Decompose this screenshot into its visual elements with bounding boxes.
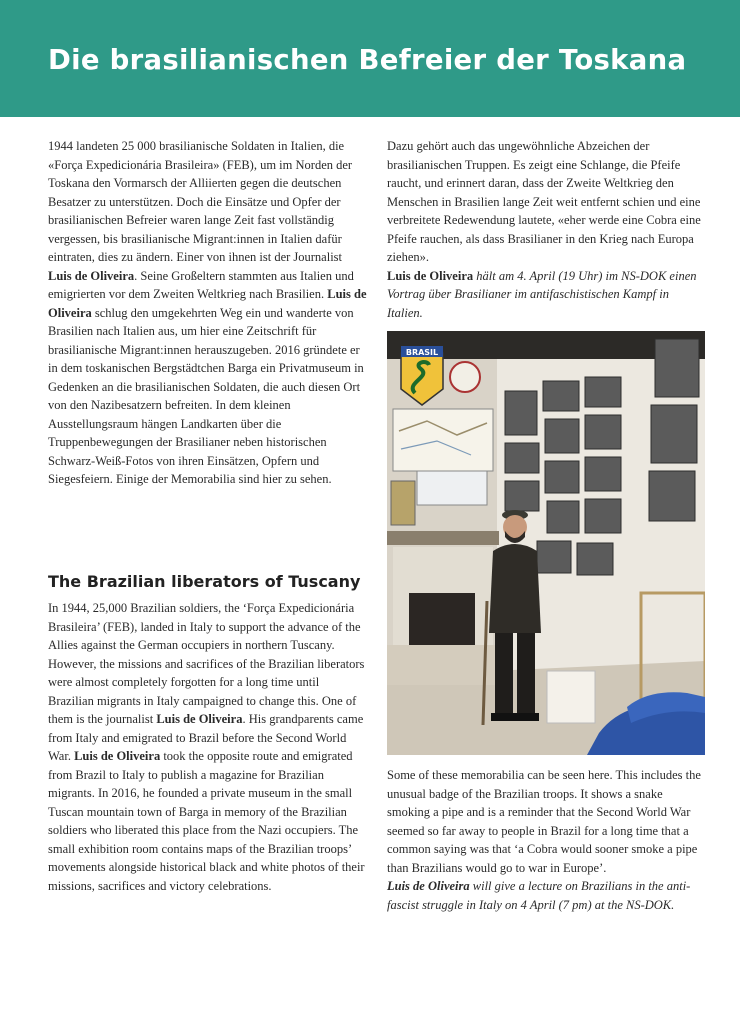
german-text-column: [48, 137, 368, 489]
german-paragraph-1: 1944 landeten 25 000 brasilianische Soldaten in Italien, die «Força Expedicionária Brasileira» (FEB), um im Norden der Toskana den Vormarsch der Alliierten gegen die deutschen Besatzer zu unterstützen. Doch die Einsätze und Opfer der brasilianischen Befreier waren lange Zeit fast vollständig vergessen, bis brasilianische Migrant:innen in Italien dafür eintraten, dies zu ändern. Einer von ihnen ist der Journalist Luis de Oliveira. Seine Großeltern stammten aus Italien und emigrierten vor dem Zweiten Weltkrieg nach Brasilien. Luis de Oliveira schlug den umgekehrten Weg ein und wanderte von Brasilien nach Italien aus, um hier eine Zeitschrift für brasilianische Migrant:innen herauszugeben. 2016 gründete er in dem toskanischen Bergstädtchen Barga ein Privatmuseum in Gedenken an die brasilianischen Soldaten, die auch diesen Ort von den Nazibesatzern befreiten. In dem kleinen Ausstellungsraum hängen Landkarten über die Truppenbewegungen der Brasilianer neben historischen Schwarz-Weiß-Fotos von ihren Einsätzen, Opfern und Siegesfeiern. Einige der Memorabilia sind hier zu sehen.: [48, 139, 367, 486]
person-name: Luis de Oliveira: [156, 712, 243, 726]
english-paragraph-1: In 1944, 25,000 Brazilian soldiers, the ‘Força Expedicionária Brasileira’ (FEB), landed in Italy to support the advance of the Allies against the German occupiers in northern Tuscany. However, the missions and sacrifices of the Brazilian liberators were almost completely forgotten for a long time until Brazilian migrants in Italy campaigned to change this. One of them is the journalist Luis de Oliveira. His grandparents came from Italy and emigrated to Brazil before the Second World War. Luis de Oliveira took the opposite route and emigrated from Brazil to Italy to publish a magazine for Brazilian migrants. In 2016, he founded a private museum in the small Tuscan mountain town of Barga in memory of the Brazilian soldiers who liberated this place from the Nazi occupiers. The small exhibition room contains maps of the Brazilian troops’ movements alongside historical black and white photos of their missions, sacrifices and victory celebrations.: [48, 601, 365, 893]
person-name: Luis de Oliveira: [48, 268, 135, 283]
english-text-column: [48, 572, 368, 895]
title-banner: [0, 0, 740, 117]
english-event-note: Luis de Oliveira will give a lecture on Brazilians in the anti-fascist struggle in Italy on 4 April (7 pm) at the NS-DOK.: [387, 879, 691, 912]
person-name: Luis de Oliveira: [74, 749, 161, 763]
fireplace: [409, 593, 475, 645]
german-paragraph-2: Dazu gehört auch das ungewöhnliche Abzeichen der brasilianischen Truppen. Es zeigt eine Schlange, die Pfeife raucht, und erinnert daran, dass der Zweite Weltkrieg den Menschen in Brasilien lange Zeit weit entfernt schien und eine verbreitete Redewendung lautete, «eher werde eine Cobra eine Pfeife rauchen, als dass Brasilianer in den Krieg nach Europa ziehen».: [387, 139, 701, 264]
round-emblem: [450, 362, 480, 392]
german-event-note: Luis de Oliveira hält am 4. April (19 Uhr) im NS-DOK einen Vortrag über Brasilianer im antifaschistischen Kampf in Italien.: [387, 268, 697, 320]
svg-text:BRASIL: BRASIL: [405, 348, 439, 357]
english-text-continued: [387, 766, 707, 914]
english-paragraph-2: Some of these memorabilia can be seen here. This includes the unusual badge of the Brazilian troops. It shows a snake smoking a pipe and is a reminder that the Second World War seemed so far away to people in Brazil for a long time that a common saying was that ‘a Cobra would sooner smoke a pipe than Brazilians would go to war in Europe’.: [387, 768, 701, 875]
wall-map: [393, 409, 493, 471]
museum-room-illustration: [387, 331, 705, 755]
english-heading: The Brazilian liberators of Tuscany: [48, 572, 361, 591]
person-name: Luis de Oliveira: [48, 287, 367, 320]
german-text-continued: [387, 137, 707, 322]
page-title: Die brasilianischen Befreier der Toskana: [48, 44, 687, 76]
museum-photo: [387, 331, 705, 755]
